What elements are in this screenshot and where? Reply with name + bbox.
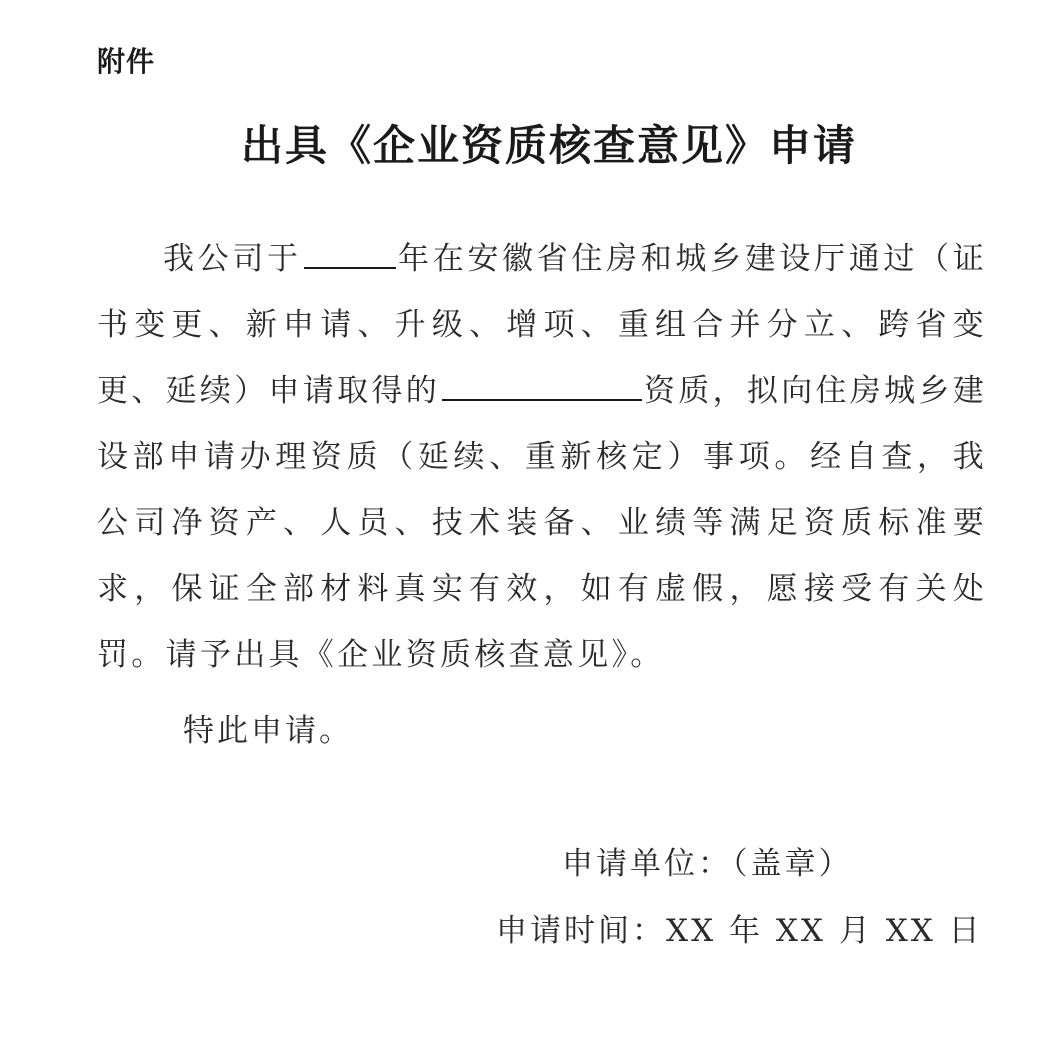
body-segment-2: 年在安徽省住房和城乡建设厅通过（证书变更、新申请、升级、增项、重组合并分立、跨省变更、延续）申请取得的 — [97, 241, 987, 409]
attachment-label: 附件 — [97, 45, 156, 78]
document-title: 出具《企业资质核查意见》申请 — [240, 121, 857, 170]
closing-statement: 特此申请。 — [183, 713, 353, 749]
body-segment-1: 我公司于 — [163, 241, 302, 277]
qualification-blank-field — [442, 377, 642, 401]
application-body — [97, 226, 987, 688]
body-segment-3: 资质，拟向住房城乡建设部申请办理资质（延续、重新核定）事项。经自查，我公司净资产、人员、技术装备、业绩等满足资质标准要求，保证全部材料真实有效，如有虚假，愿接受有关处罚。请予出具《企业资质核查意见》。 — [97, 373, 987, 673]
application-date-line: 申请时间：XX 年 XX 月 XX 日 — [496, 913, 983, 949]
applicant-unit-line: 申请单位：（盖章） — [562, 846, 853, 882]
year-blank-field — [304, 245, 396, 269]
